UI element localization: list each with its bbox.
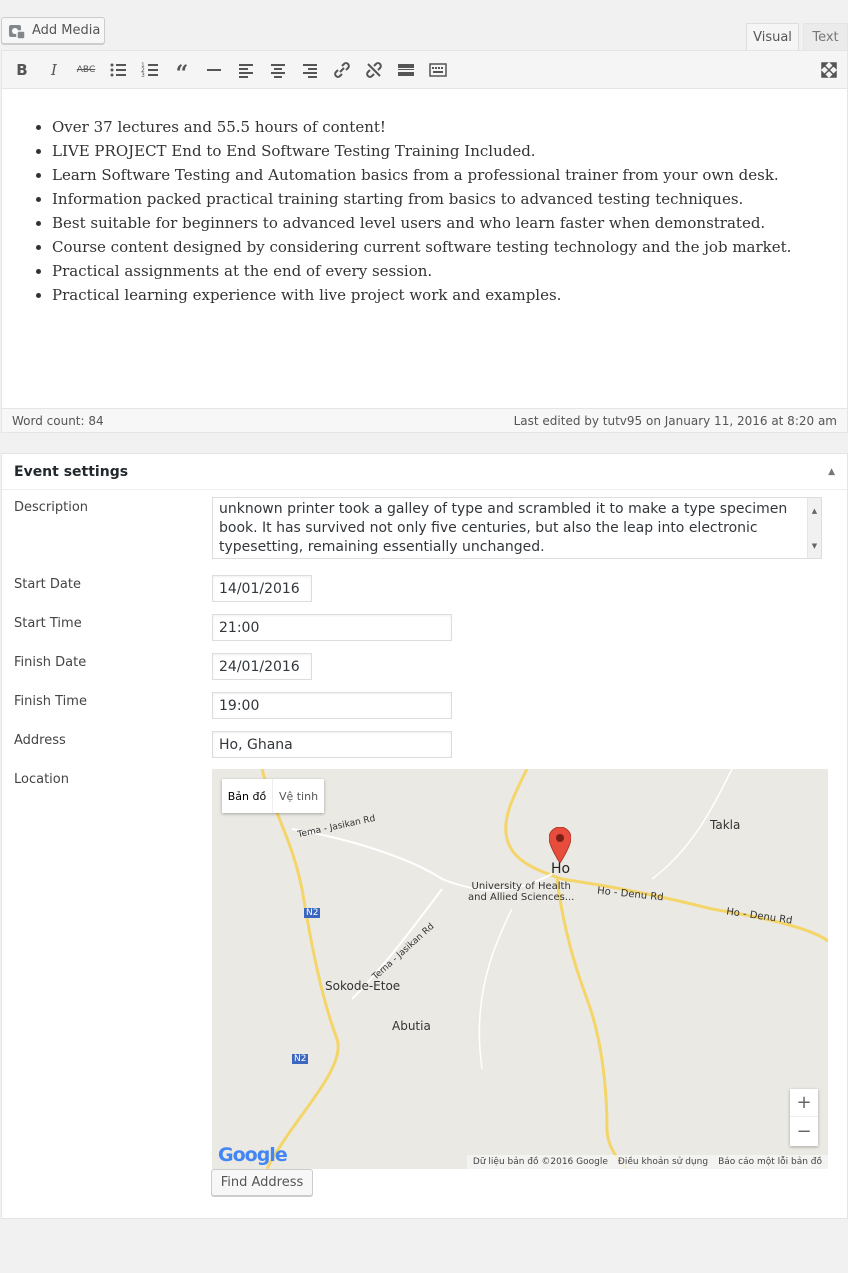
start-date-label: Start Date [14, 577, 81, 592]
add-media-label: Add Media [32, 23, 101, 38]
finish-time-label: Finish Time [14, 694, 87, 709]
media-icon [8, 22, 26, 40]
description-label: Description [14, 500, 89, 515]
numbered-list-icon[interactable] [139, 60, 161, 80]
description-textarea[interactable] [212, 497, 822, 559]
list-item: • Information packed practical training starting from basics to advanced testing techniques. [52, 187, 847, 211]
word-count: Word count: 84 [12, 413, 104, 428]
link-icon[interactable] [331, 60, 353, 80]
map-label-takla: Takla [710, 818, 741, 832]
map-type-control [222, 779, 324, 813]
editor-status-bar [2, 408, 847, 432]
toolbar-toggle-icon[interactable] [427, 60, 449, 80]
zoom-out-button[interactable]: − [796, 1120, 812, 1142]
map-label-university: University of Health and Allied Sciences... [468, 881, 575, 903]
formatting-toolbar [2, 51, 847, 89]
list-item: • Course content designed by considering current software testing technology and the job market. [52, 235, 847, 259]
description-scrollbar[interactable]: ▲ ▼ [807, 498, 821, 558]
address-label: Address [14, 733, 66, 748]
event-settings-box [1, 453, 848, 1219]
map-label-tema-1: Tema - Jasikan Rd [296, 813, 377, 841]
map-attribution-bar [467, 1155, 828, 1169]
map-label-tema-2: Tema - Jasikan Rd [370, 921, 437, 983]
align-right-icon[interactable] [299, 60, 321, 80]
map-label-n2-1: N2 [306, 908, 319, 918]
zoom-control [790, 1089, 818, 1146]
list-item: • Best suitable for beginners to advanced level users and who learn faster when demonstrated. [52, 211, 847, 235]
list-item: • Practical assignments at the end of every session. [52, 259, 847, 283]
read-more-icon[interactable] [395, 60, 417, 80]
map-label-sokode: Sokode-Etoe [325, 979, 401, 993]
list-item: • Over 37 lectures and 55.5 hours of content! [52, 115, 847, 139]
editor [1, 50, 848, 433]
svg-text:2: 2 [141, 67, 145, 74]
description-text: unknown printer took a galley of type and scrambled it to make a type specimen book. It has survived not only five centuries, but also the leap into electronic typesetting, remaining essentially unchanged. [219, 501, 788, 555]
google-logo: Google [218, 1144, 287, 1166]
event-settings-title: Event settings [14, 463, 129, 480]
map-type-map[interactable]: Bản đồ [227, 789, 267, 803]
finish-date-label: Finish Date [14, 655, 87, 670]
start-time-input[interactable]: 21:00 [212, 614, 452, 641]
event-settings-header[interactable] [2, 454, 847, 490]
map-terms-link[interactable]: Điều khoản sử dụng [617, 1157, 709, 1167]
italic-icon[interactable]: I [51, 61, 57, 79]
map-label-abutia: Abutia [392, 1019, 431, 1033]
tab-visual[interactable]: Visual [746, 23, 799, 51]
blockquote-icon[interactable]: “ [175, 61, 189, 87]
list-item: • LIVE PROJECT End to End Software Testing Training Included. [52, 139, 847, 163]
collapse-arrow-icon[interactable]: ▲ [828, 466, 835, 477]
map-type-satellite[interactable]: Vệ tinh [272, 779, 324, 813]
last-edited: Last edited by tutv95 on January 11, 2016 at 8:20 am [513, 413, 837, 428]
map-attribution: Dữ liệu bản đồ ©2016 Google [472, 1157, 608, 1167]
map-label-ho: Ho [551, 861, 571, 877]
find-address-button[interactable]: Find Address [211, 1169, 313, 1196]
finish-time-input[interactable]: 19:00 [212, 692, 452, 719]
finish-date-input[interactable]: 24/01/2016 [212, 653, 312, 680]
editor-content[interactable] [2, 89, 847, 307]
tab-text[interactable]: Text [803, 23, 848, 51]
add-media-button[interactable] [1, 17, 105, 44]
map-label-n2-2: N2 [294, 1054, 307, 1064]
list-item: • Learn Software Testing and Automation basics from a professional trainer from your own desk. [52, 163, 847, 187]
bullet-list-icon[interactable] [107, 60, 129, 80]
svg-text:1: 1 [141, 62, 145, 69]
map-report-link[interactable]: Báo cáo một lỗi bản đồ [718, 1157, 822, 1167]
align-left-icon[interactable] [235, 60, 257, 80]
fullscreen-icon[interactable] [818, 60, 840, 80]
horizontal-line-icon[interactable] [203, 60, 225, 80]
align-center-icon[interactable] [267, 60, 289, 80]
svg-text:3: 3 [141, 72, 145, 79]
map-label-ho-denu-1: Ho - Denu Rd [596, 885, 665, 904]
strikethrough-icon[interactable]: ABC [76, 65, 96, 75]
start-time-label: Start Time [14, 616, 82, 631]
list-item: • Practical learning experience with live project work and examples. [52, 283, 847, 307]
location-label: Location [14, 772, 69, 787]
start-date-input[interactable]: 14/01/2016 [212, 575, 312, 602]
bold-icon[interactable]: B [16, 61, 28, 79]
unlink-icon[interactable] [363, 60, 385, 80]
address-input[interactable]: Ho, Ghana [212, 731, 452, 758]
map-label-ho-denu-2: Ho - Denu Rd [725, 906, 794, 927]
location-map[interactable] [212, 769, 828, 1169]
zoom-in-button[interactable]: + [790, 1089, 818, 1117]
